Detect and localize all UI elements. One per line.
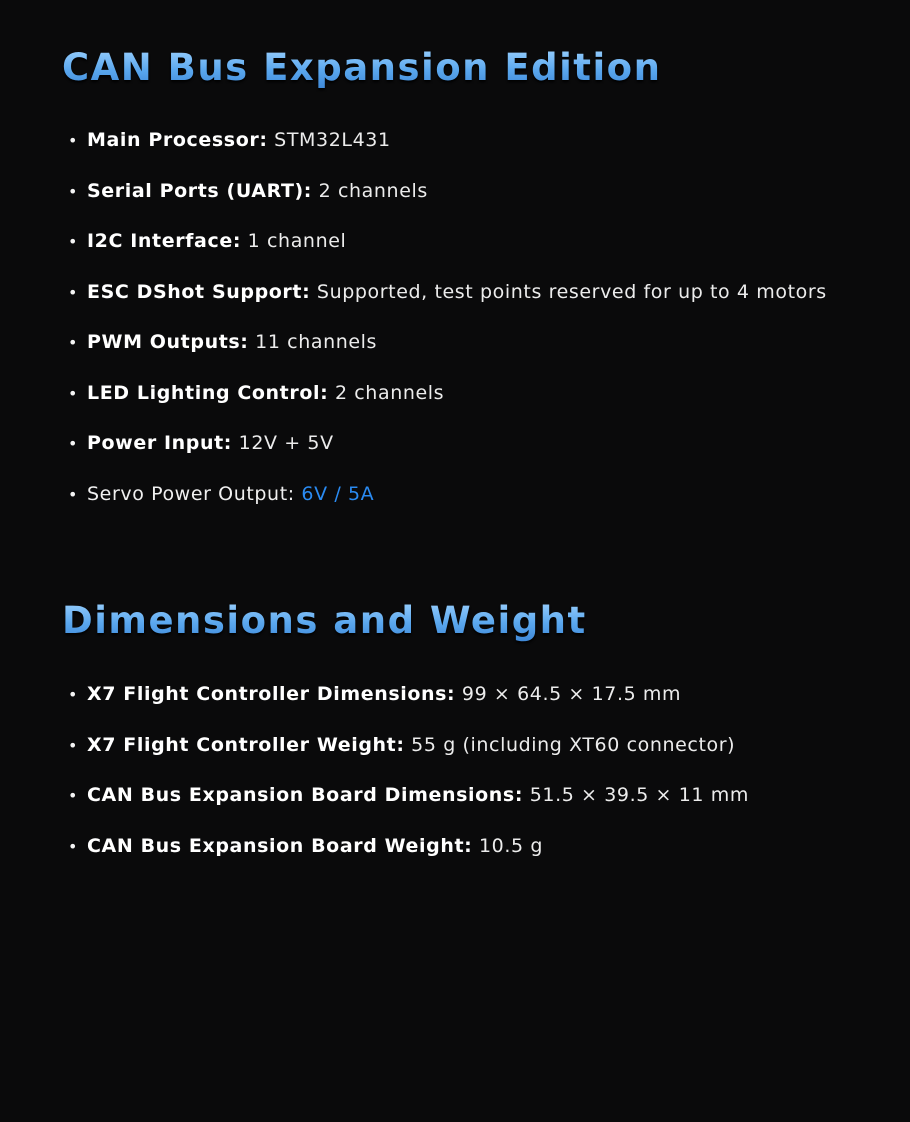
spec-list-dimensions-weight	[68, 679, 749, 881]
spec-value: STM32L431	[274, 129, 391, 151]
bullet-icon: •	[68, 484, 79, 504]
section-title-dimensions-weight: Dimensions and Weight	[62, 599, 587, 642]
spec-value: Supported, test points reserved for up to 4 motors	[316, 280, 827, 303]
spec-value: 2 channels	[318, 179, 428, 202]
spec-value: 10.5 g	[478, 834, 543, 857]
list-item	[68, 277, 827, 328]
spec-label: ESC DShot Support:	[87, 280, 311, 303]
spec-label: X7 Flight Controller Weight:	[87, 733, 405, 756]
bullet-icon: •	[68, 836, 79, 856]
bullet-icon: •	[68, 735, 79, 755]
spec-value: 2 channels	[334, 381, 445, 404]
spec-label: CAN Bus Expansion Board Weight:	[87, 834, 473, 857]
list-item	[68, 176, 827, 227]
spec-value: 12V + 5V	[238, 432, 334, 454]
bullet-icon: •	[68, 434, 79, 453]
list-item	[68, 479, 827, 530]
list-item	[68, 679, 749, 730]
spec-value: 55 g (including XT60 connector)	[411, 733, 736, 756]
bullet-icon: •	[68, 131, 79, 150]
bullet-icon: •	[68, 333, 79, 352]
spec-value: 11 channels	[255, 331, 378, 353]
spec-label: LED Lighting Control:	[87, 381, 329, 404]
spec-value-highlight: 6V / 5A	[301, 482, 375, 505]
list-item	[68, 125, 827, 176]
spec-label: I2C Interface:	[87, 230, 242, 252]
list-item	[68, 226, 827, 277]
spec-value: 1 channel	[247, 230, 347, 252]
bullet-icon: •	[68, 383, 79, 403]
spec-value: 99 × 64.5 × 17.5 mm	[461, 683, 682, 705]
spec-label: Serial Ports (UART):	[87, 179, 313, 202]
bullet-icon: •	[68, 232, 79, 251]
spec-label: Servo Power Output:	[87, 482, 295, 505]
section-title-can-bus-expansion: CAN Bus Expansion Edition	[62, 46, 662, 89]
spec-label: Power Input:	[87, 432, 233, 454]
spec-label: Main Processor:	[87, 129, 268, 151]
spec-label: X7 Flight Controller Dimensions:	[87, 683, 456, 705]
bullet-icon: •	[68, 786, 79, 805]
list-item	[68, 327, 827, 378]
spec-list-can-bus-expansion	[68, 125, 827, 529]
list-item	[68, 780, 749, 831]
bullet-icon: •	[68, 282, 79, 302]
bullet-icon: •	[68, 181, 79, 201]
spec-label: PWM Outputs:	[87, 331, 249, 353]
list-item	[68, 730, 749, 781]
spec-label: CAN Bus Expansion Board Dimensions:	[87, 784, 524, 806]
list-item	[68, 378, 827, 429]
bullet-icon: •	[68, 685, 79, 704]
list-item	[68, 428, 827, 479]
list-item	[68, 831, 749, 882]
spec-value: 51.5 × 39.5 × 11 mm	[529, 784, 749, 806]
